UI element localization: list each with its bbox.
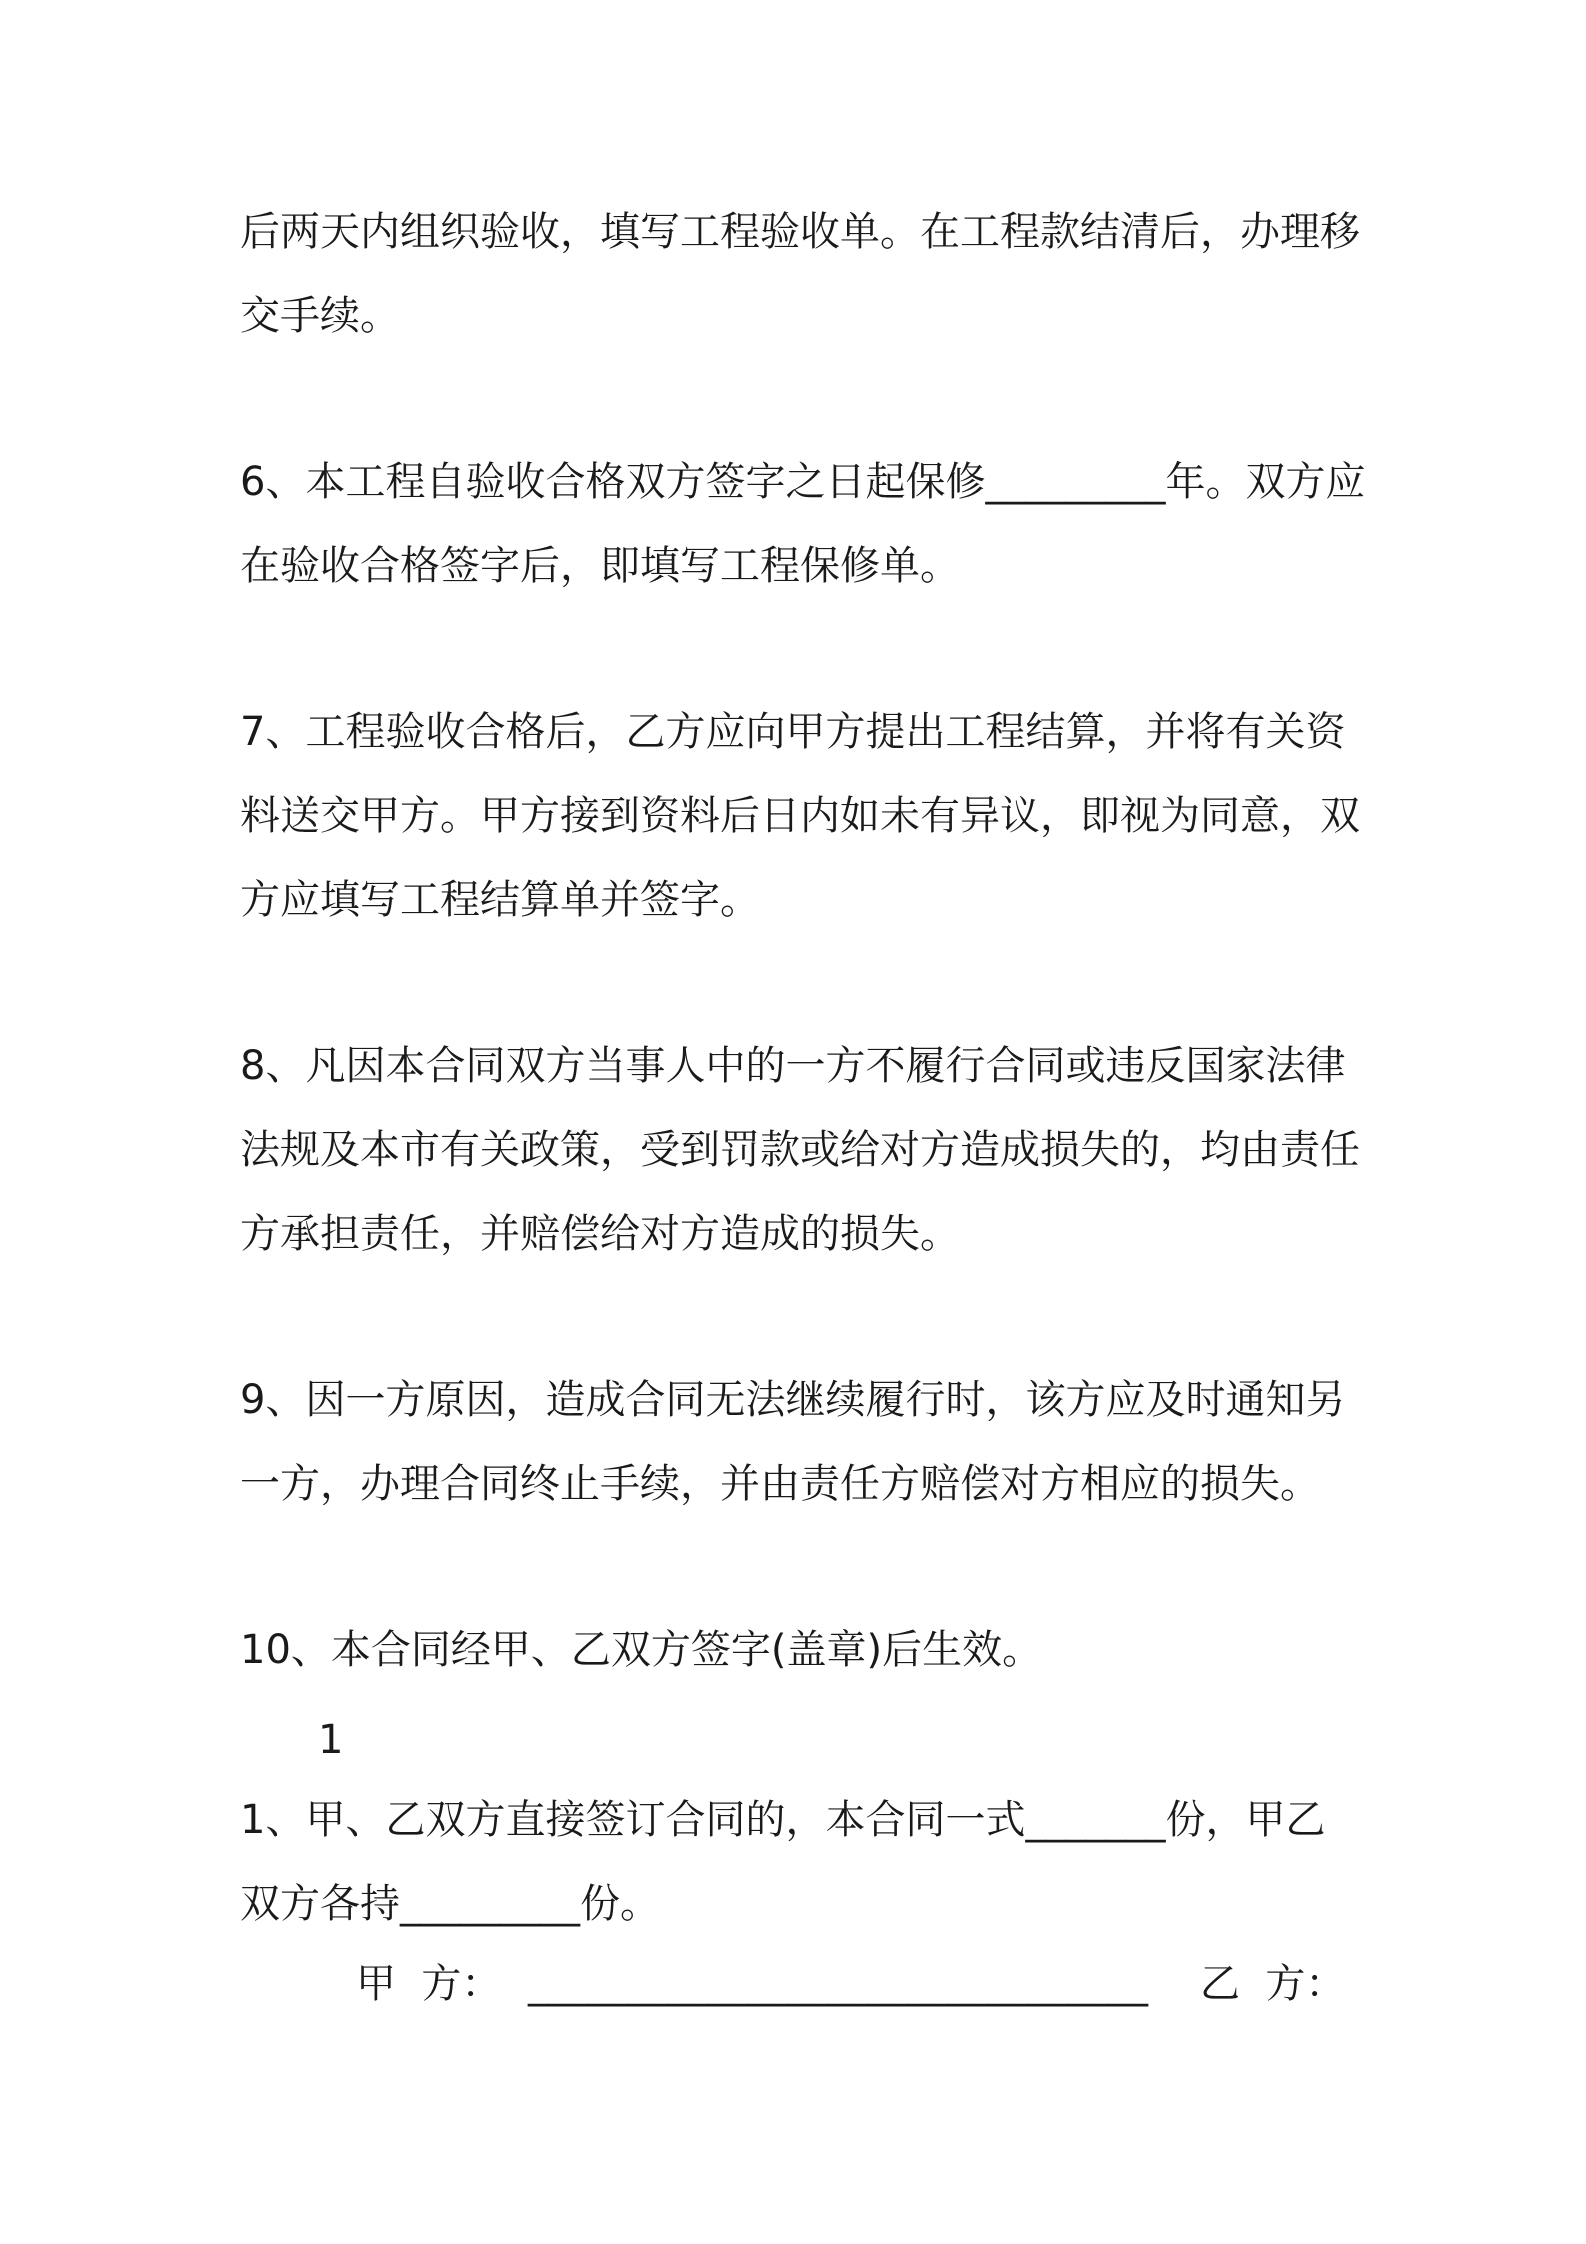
para-6-line-1: 6、本工程自验收合格双方签字之日起保修_________年。双方应 (240, 459, 1366, 505)
party-a-label: 甲 方： (356, 1961, 502, 2007)
para-7-line-1: 7、工程验收合格后，乙方应向甲方提出工程结算，并将有关资 (240, 709, 1346, 755)
para-copies-line-2: 双方各持_________份。 (240, 1881, 660, 1927)
para-7-line-3: 方应填写工程结算单并签字。 (240, 877, 760, 923)
para-9-line-2: 一方，办理合同终止手续，并由责任方赔偿对方相应的损失。 (240, 1461, 1320, 1507)
para-8-line-3: 方承担责任，并赔偿给对方造成的损失。 (240, 1211, 960, 1257)
para-5-line-1: 后两天内组织验收，填写工程验收单。在工程款结清后，办理移 (240, 209, 1360, 255)
para-6-line-2: 在验收合格签字后，即填写工程保修单。 (240, 543, 960, 589)
para-7-line-2: 料送交甲方。甲方接到资料后日内如未有异议，即视为同意，双 (240, 793, 1360, 839)
para-8-line-2: 法规及本市有关政策，受到罚款或给对方造成损失的，均由责任 (240, 1127, 1360, 1173)
para-9-line-1: 9、因一方原因，造成合同无法继续履行时，该方应及时通知另 (240, 1377, 1346, 1423)
para-5-line-2: 交手续。 (240, 293, 400, 339)
page-number: 1 (318, 1717, 344, 1763)
para-10-line-1: 10、本合同经甲、乙双方签字(盖章)后生效。 (240, 1627, 1043, 1673)
party-b-label: 乙 方： (1200, 1961, 1346, 2007)
party-a-signature-blank: _______________________________ (528, 1961, 1148, 2007)
para-8-line-1: 8、凡因本合同双方当事人中的一方不履行合同或违反国家法律 (240, 1043, 1346, 1089)
para-copies-line-1: 1、甲、乙双方直接签订合同的，本合同一式_______份，甲乙 (240, 1797, 1326, 1843)
